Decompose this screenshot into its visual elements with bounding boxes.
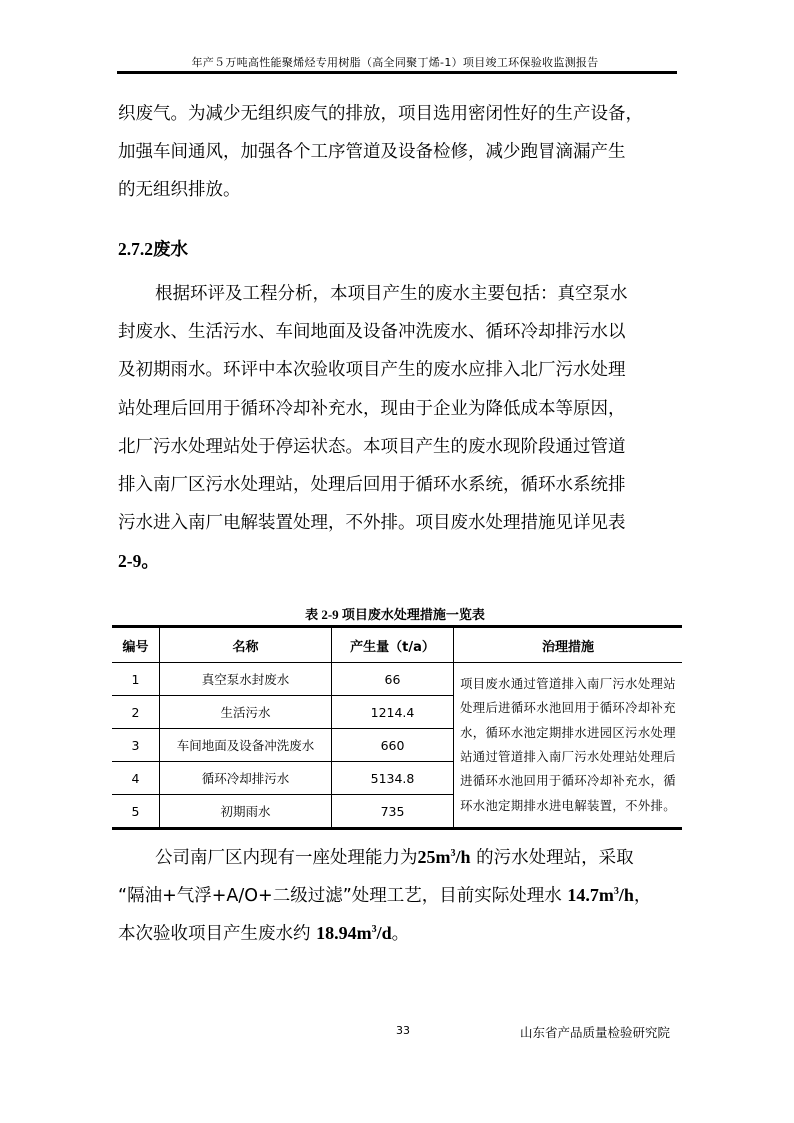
text-run: 公司南厂区内现有一座处理能力为 bbox=[155, 848, 418, 868]
cell-name: 循环冷却排污水 bbox=[160, 762, 332, 795]
wastewater-table bbox=[112, 625, 682, 830]
text-run: “隔油+气浮+A/O+二级过滤”处理工艺，目前实际处理水 bbox=[118, 886, 568, 907]
header-amount: 产生量（t/a） bbox=[332, 627, 454, 663]
value-text: 14.7m bbox=[567, 885, 614, 906]
cell-name: 初期雨水 bbox=[160, 795, 332, 829]
superscript: 3 bbox=[371, 924, 377, 936]
cell-id: 2 bbox=[112, 696, 160, 729]
section-heading bbox=[118, 236, 188, 261]
text-line: 站处理后回用于循环冷却补充水，现由于企业为降低成本等原因， bbox=[118, 398, 626, 419]
text-line bbox=[118, 914, 678, 952]
header-name: 名称 bbox=[160, 627, 332, 663]
cell-amount: 1214.4 bbox=[332, 696, 454, 729]
text-line: 的无组织排放。 bbox=[118, 180, 241, 201]
text-line: 2-9。 bbox=[118, 551, 159, 572]
text-line bbox=[118, 838, 678, 876]
text-line: 根据环评及工程分析，本项目产生的废水主要包括：真空泵水 bbox=[155, 284, 628, 304]
table-header-row bbox=[112, 627, 682, 663]
text-run: 的污水处理站，采取 bbox=[470, 848, 634, 868]
text-line: 及初期雨水。环评中本次验收项目产生的废水应排入北厂污水处理 bbox=[118, 360, 626, 381]
cell-amount: 660 bbox=[332, 729, 454, 762]
capacity-value bbox=[418, 847, 471, 867]
superscript: 3 bbox=[450, 848, 456, 859]
cell-name: 生活污水 bbox=[160, 696, 332, 729]
closing-paragraph bbox=[118, 838, 678, 953]
text-line bbox=[118, 876, 678, 914]
text-line: 封废水、生活污水、车间地面及设备冲洗废水、循环冷却排污水以 bbox=[118, 322, 626, 343]
cell-name: 真空泵水封废水 bbox=[160, 663, 332, 696]
cell-name: 车间地面及设备冲洗废水 bbox=[160, 729, 332, 762]
cell-amount: 66 bbox=[332, 663, 454, 696]
text-run: ， bbox=[633, 886, 652, 907]
superscript: 3 bbox=[613, 886, 619, 898]
page-number: 33 bbox=[396, 1024, 410, 1037]
cell-id: 1 bbox=[112, 663, 160, 696]
cell-id: 3 bbox=[112, 729, 160, 762]
text-run: 本次验收项目产生废水约 bbox=[118, 924, 317, 945]
cell-measure: 项目废水通过管道排入南厂污水处理站处理后进循环水池回用于循环冷却补充水，循环水池定期排水进园区污水处理站通过管道排入南厂污水处理站处理后进循环水池回用于循环冷却补充水，循环水池定期排水进电解装置，不外排。 bbox=[454, 663, 683, 829]
table-caption: 表 2-9 项目废水处理措施一览表 bbox=[305, 607, 485, 622]
value-text: 18.94m bbox=[316, 923, 372, 944]
unit-text: /h bbox=[618, 885, 634, 906]
footer-organization: 山东省产品质量检验研究院 bbox=[520, 1025, 671, 1040]
text-line: 排入南厂区污水处理站，处理后回用于循环水系统，循环水系统排 bbox=[118, 474, 626, 495]
section-title: 废水 bbox=[153, 239, 188, 259]
header-rule bbox=[117, 71, 677, 74]
actual-flow-value bbox=[567, 885, 634, 905]
text-line: 织废气。为减少无组织废气的排放，项目选用密闭性好的生产设备， bbox=[118, 104, 643, 124]
header-id: 编号 bbox=[112, 627, 160, 663]
running-header: 年产５万吨高性能聚烯烃专用树脂（高全同聚丁烯-1）项目竣工环保验收监测报告 bbox=[191, 56, 599, 69]
text-run: 。 bbox=[391, 924, 410, 945]
value-text: 25m bbox=[417, 847, 451, 867]
section-number: 2.7.2 bbox=[118, 239, 153, 259]
cell-amount: 735 bbox=[332, 795, 454, 829]
text-line: 加强车间通风，加强各个工序管道及设备检修，减少跑冒滴漏产生 bbox=[118, 142, 626, 163]
cell-amount: 5134.8 bbox=[332, 762, 454, 795]
unit-text: /h bbox=[455, 847, 471, 867]
text-line: 污水进入南厂电解装置处理，不外排。项目废水处理措施见详见表 bbox=[118, 513, 626, 534]
header-measure: 治理措施 bbox=[454, 627, 683, 663]
cell-id: 4 bbox=[112, 762, 160, 795]
body-paragraph bbox=[118, 275, 678, 581]
text-line: 北厂污水处理站处于停运状态。本项目产生的废水现阶段通过管道 bbox=[118, 436, 626, 457]
intro-paragraph bbox=[118, 95, 678, 210]
table-row bbox=[112, 663, 682, 696]
cell-id: 5 bbox=[112, 795, 160, 829]
unit-text: /d bbox=[376, 923, 392, 944]
wastewater-volume-value bbox=[316, 923, 392, 943]
